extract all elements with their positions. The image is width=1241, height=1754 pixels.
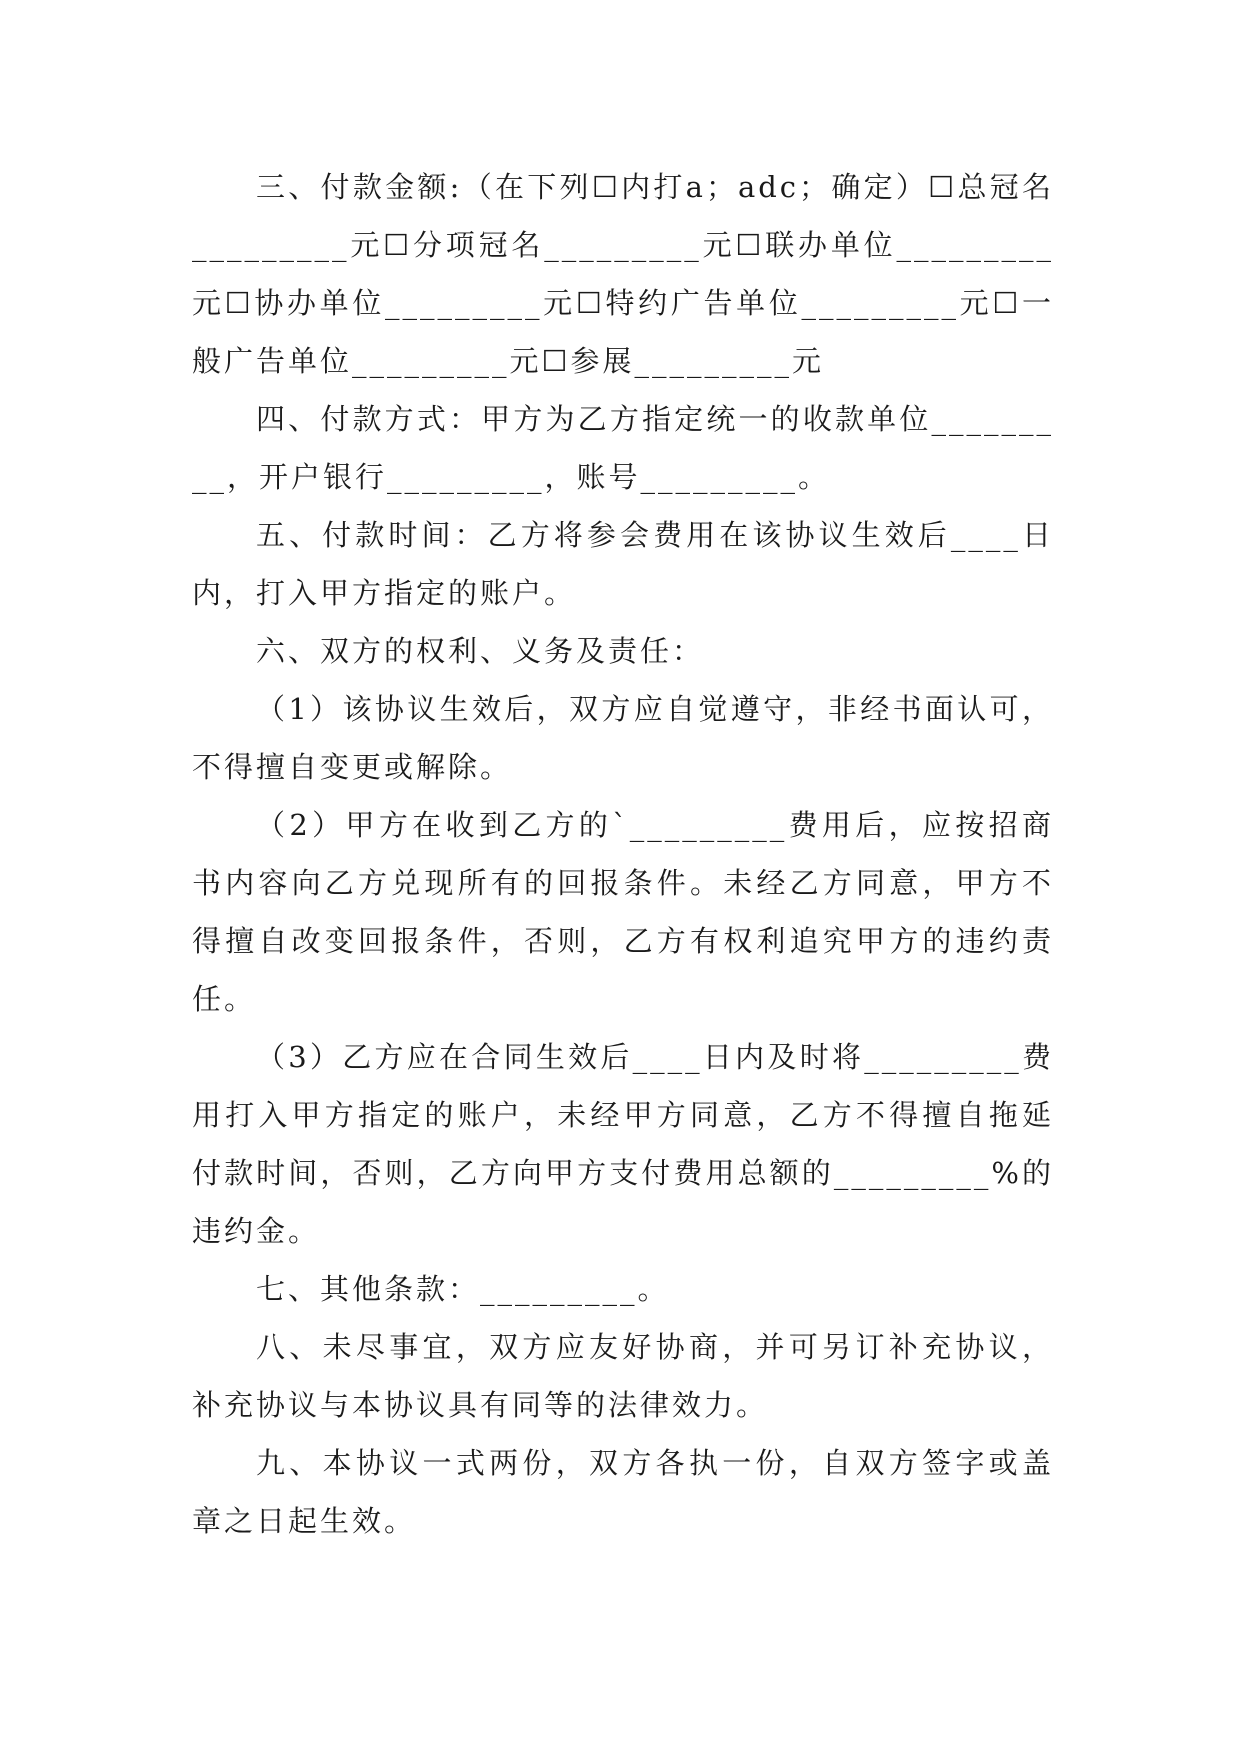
clause-6-item-1: （1）该协议生效后，双方应自觉遵守，非经书面认可，不得擅自变更或解除。 — [192, 692, 1054, 784]
clause-7-other-terms: 七、其他条款：_________。 — [256, 1272, 670, 1306]
document-page — [192, 158, 1054, 1550]
clause-9-effect: 九、本协议一式两份，双方各执一份，自双方签字或盖章之日起生效。 — [192, 1446, 1054, 1538]
clause-5-payment-time: 五、付款时间：乙方将参会费用在该协议生效后____日内，打入甲方指定的账户。 — [192, 518, 1054, 610]
clause-6-heading: 六、双方的权利、义务及责任： — [256, 634, 705, 668]
clause-6-item-3: （3）乙方应在合同生效后____日内及时将_________费用打入甲方指定的账户，未经甲方同意，乙方不得擅自拖延付款时间，否则，乙方向甲方支付费用总额的_________%的违约金。 — [192, 1040, 1054, 1248]
clause-6-item-2: （2）甲方在收到乙方的`_________费用后，应按招商书内容向乙方兑现所有的回报条件。未经乙方同意，甲方不得擅自改变回报条件，否则，乙方有权利追究甲方的违约责任。 — [192, 808, 1054, 1016]
clause-4-payment-method: 四、付款方式：甲方为乙方指定统一的收款单位_________，开户银行_________，账号_________。 — [192, 402, 1054, 494]
clause-8-supplement: 八、未尽事宜，双方应友好协商，并可另订补充协议，补充协议与本协议具有同等的法律效力。 — [192, 1330, 1054, 1422]
clause-3-payment-amount: 三、付款金额:（在下列☐内打a；adc；确定）☐总冠名_________元☐分项冠名_________元☐联办单位_________元☐协办单位_________元☐特约广告单位_________元☐一般广告单位_________元☐参展_________元 — [192, 170, 1054, 378]
